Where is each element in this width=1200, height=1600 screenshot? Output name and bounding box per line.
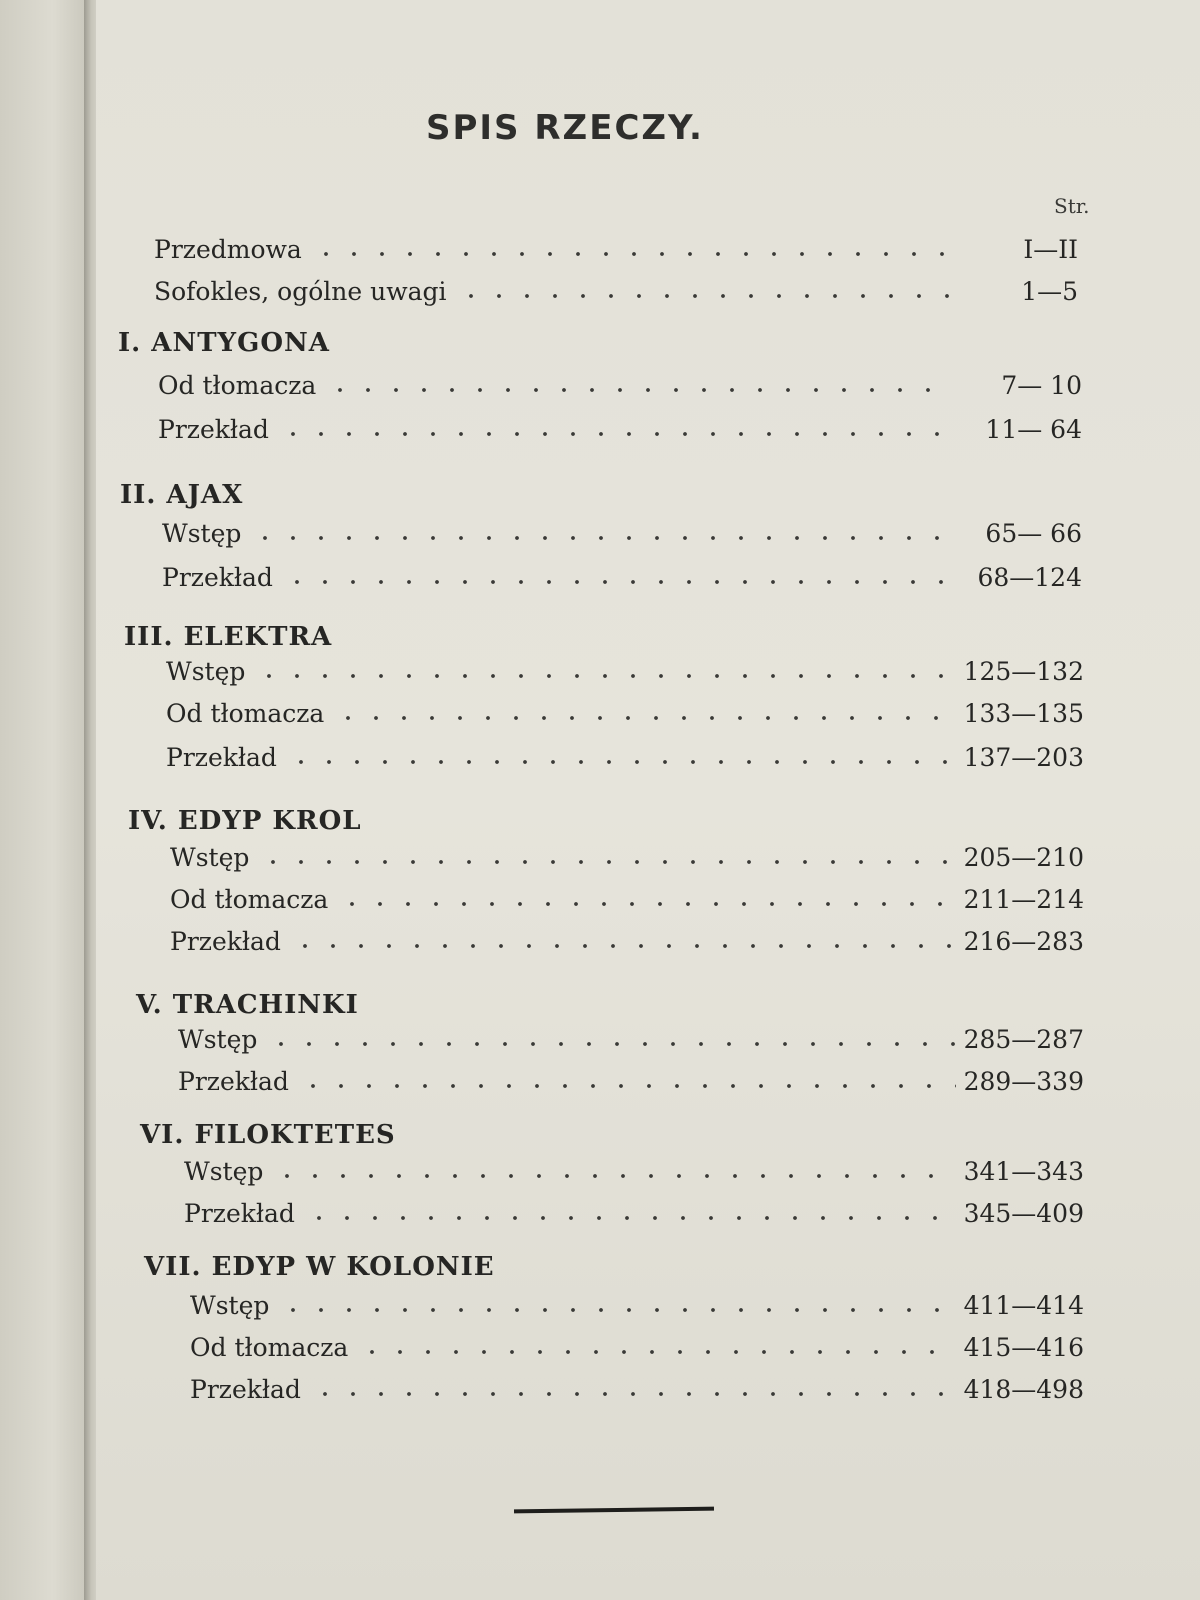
entry-label: Wstęp [184, 1157, 264, 1186]
toc-entry [158, 364, 1082, 400]
entry-label: Sofokles, ogólne uwagi [154, 277, 447, 306]
entry-pages: 345—409 [963, 1199, 1084, 1228]
entry-pages: 216—283 [963, 927, 1084, 956]
toc-entry [158, 408, 1082, 444]
entry-pages: 415—416 [963, 1333, 1084, 1362]
section-heading: VII. EDYP W KOLONIE [144, 1252, 495, 1282]
dot-leader [279, 431, 954, 437]
entry-label: Przedmowa [154, 235, 302, 264]
toc-entry [184, 1192, 1084, 1228]
toc-entry [162, 556, 1082, 592]
entry-pages: 289—339 [963, 1067, 1084, 1096]
toc-entry [184, 1150, 1084, 1186]
toc-entry [166, 736, 1084, 772]
entry-pages: 137—203 [963, 743, 1084, 772]
section-heading: II. AJAX [120, 480, 244, 510]
entry-label: Wstęp [190, 1291, 270, 1320]
dot-leader [311, 1391, 956, 1397]
toc-entry [170, 920, 1084, 956]
entry-pages: 411—414 [963, 1291, 1084, 1320]
section-heading: V. TRACHINKI [136, 990, 359, 1020]
dot-leader [326, 387, 954, 393]
section-heading: III. ELEKTRA [124, 622, 333, 652]
dot-leader [267, 1041, 955, 1047]
entry-label: Od tłomacza [166, 699, 325, 728]
entry-pages: 205—210 [963, 843, 1084, 872]
toc-entry [166, 650, 1084, 686]
page-title: SPIS RZECZY. [426, 108, 704, 148]
entry-pages: 1—5 [1021, 277, 1078, 306]
section-heading: VI. FILOKTETES [140, 1120, 396, 1150]
entry-label: Przekład [190, 1375, 301, 1404]
toc-entry [170, 878, 1084, 914]
toc-entry [162, 512, 1082, 548]
dot-leader [299, 1083, 956, 1089]
toc-entry [154, 270, 1078, 306]
dot-leader [305, 1215, 956, 1221]
entry-label: Od tłomacza [190, 1333, 349, 1362]
dot-leader [334, 715, 955, 721]
entry-pages: 68—124 [977, 563, 1082, 592]
entry-label: Wstęp [162, 519, 242, 548]
dot-leader [283, 579, 954, 585]
entry-label: Przekład [158, 415, 269, 444]
toc-entry [166, 692, 1084, 728]
entry-pages: 341—343 [963, 1157, 1084, 1186]
dot-leader [338, 901, 955, 907]
section-heading: IV. EDYP KROL [128, 806, 362, 836]
dot-leader [251, 535, 954, 541]
entry-pages: 125—132 [963, 657, 1084, 686]
entry-label: Przekład [184, 1199, 295, 1228]
entry-label: Przekład [170, 927, 281, 956]
entry-label: Wstęp [178, 1025, 258, 1054]
entry-label: Wstęp [170, 843, 250, 872]
entry-pages: 133—135 [963, 699, 1084, 728]
entry-pages: 7— 10 [1001, 371, 1082, 400]
entry-label: Przekład [162, 563, 273, 592]
entry-label: Od tłomacza [170, 885, 329, 914]
toc-entry [178, 1060, 1084, 1096]
dot-leader [255, 673, 955, 679]
toc-entry [170, 836, 1084, 872]
entry-label: Przekład [178, 1067, 289, 1096]
section-heading: I. ANTYGONA [118, 328, 330, 358]
toc-entry [190, 1284, 1084, 1320]
toc-page [96, 0, 1200, 1600]
toc-entry [178, 1018, 1084, 1054]
dot-leader [273, 1173, 955, 1179]
entry-pages: 211—214 [963, 885, 1084, 914]
dot-leader [358, 1349, 955, 1355]
toc-entry [190, 1368, 1084, 1404]
dot-leader [457, 293, 951, 299]
page-column-label: Str. [1054, 194, 1090, 218]
dot-leader [312, 251, 950, 257]
entry-pages: 11— 64 [985, 415, 1082, 444]
dot-leader [291, 943, 956, 949]
left-page-edge [0, 0, 88, 1600]
dot-leader [259, 859, 955, 865]
toc-entry [190, 1326, 1084, 1362]
entry-pages: 418—498 [963, 1375, 1084, 1404]
toc-entry [154, 228, 1078, 264]
dot-leader [279, 1307, 955, 1313]
entry-label: Przekład [166, 743, 277, 772]
closing-rule [514, 1507, 714, 1514]
entry-label: Od tłomacza [158, 371, 317, 400]
entry-pages: 285—287 [963, 1025, 1084, 1054]
entry-pages: I—II [1023, 235, 1078, 264]
entry-pages: 65— 66 [985, 519, 1082, 548]
entry-label: Wstęp [166, 657, 246, 686]
dot-leader [287, 759, 956, 765]
